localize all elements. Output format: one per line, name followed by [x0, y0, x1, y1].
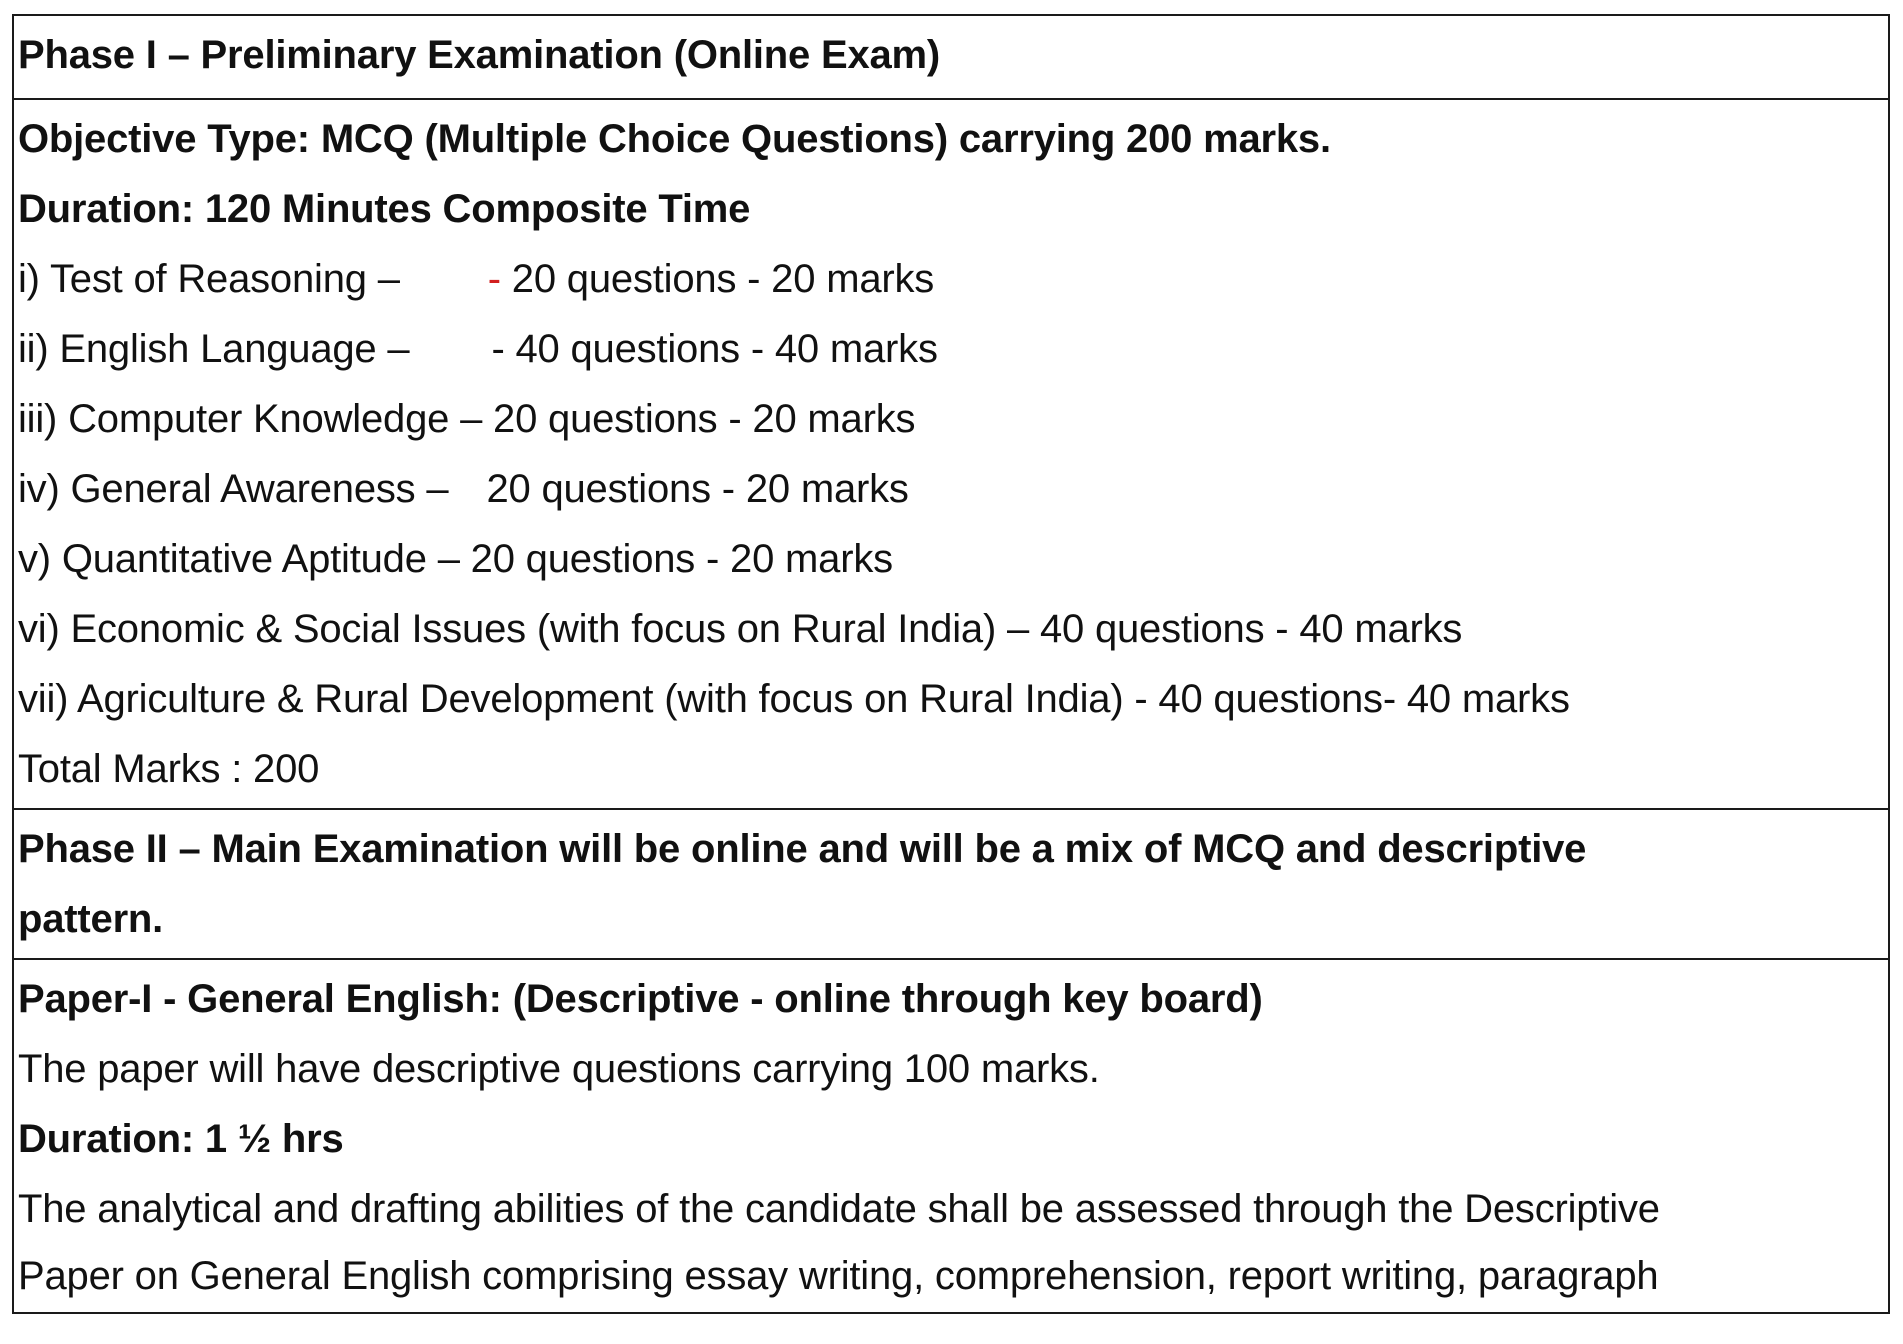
phase2-heading-line1: Phase II – Main Examination will be online and will be a mix of MCQ and descriptive [18, 827, 1587, 871]
subject-row [18, 384, 1888, 454]
phase1-heading: Phase I – Preliminary Examination (Online Exam) [18, 33, 941, 77]
subject-name: i) Test of Reasoning – [18, 257, 400, 301]
objective-type-line: Objective Type: MCQ (Multiple Choice Questions) carrying 200 marks. [18, 117, 1331, 161]
objective-cell [14, 100, 1888, 810]
paper1-description-line2: Paper on General English comprising essay writing, comprehension, report writing, paragraph [18, 1254, 1659, 1298]
subject-detail: 40 questions - 40 marks [1029, 607, 1463, 651]
paper1-marks-line: The paper will have descriptive questions carrying 100 marks. [18, 1047, 1100, 1091]
phase1-cell [14, 16, 1888, 100]
subject-name: ii) English Language – [18, 327, 410, 371]
subject-name: vii) Agriculture & Rural Development (with focus on Rural India) - [18, 677, 1148, 721]
paper1-cell [14, 960, 1888, 1312]
subject-row [18, 244, 1888, 314]
subject-detail: 20 questions - 20 marks [482, 397, 916, 441]
subject-name: iv) General Awareness – [18, 467, 449, 511]
subject-dash: - [487, 257, 501, 301]
exam-pattern-table [12, 14, 1890, 1314]
subject-name: v) Quantitative Aptitude – [18, 537, 460, 581]
total-marks: Total Marks : 200 [18, 747, 320, 791]
subject-row [18, 524, 1888, 594]
phase2-cell [14, 810, 1888, 960]
subject-row [18, 314, 1888, 384]
subject-name: vi) Economic & Social Issues (with focus on Rural India) – [18, 607, 1030, 651]
subject-detail: - 40 questions - 40 marks [491, 327, 938, 371]
duration-line: Duration: 120 Minutes Composite Time [18, 187, 751, 231]
subject-row [18, 664, 1888, 734]
subject-name: iii) Computer Knowledge – [18, 397, 483, 441]
paper1-heading: Paper-I - General English: (Descriptive - online through key board) [18, 977, 1263, 1021]
paper1-description-line1: The analytical and drafting abilities of the candidate shall be assessed through the Descriptive [18, 1187, 1660, 1231]
subject-detail: 20 questions - 20 marks [486, 467, 909, 511]
subject-detail: 20 questions - 20 marks [459, 537, 893, 581]
subject-detail: 40 questions- 40 marks [1147, 677, 1570, 721]
subject-detail: 20 questions - 20 marks [500, 257, 935, 301]
subject-row [18, 594, 1888, 664]
paper1-duration: Duration: 1 ½ hrs [18, 1117, 344, 1161]
phase2-heading-line2: pattern. [18, 897, 164, 941]
subject-row [18, 454, 1888, 524]
